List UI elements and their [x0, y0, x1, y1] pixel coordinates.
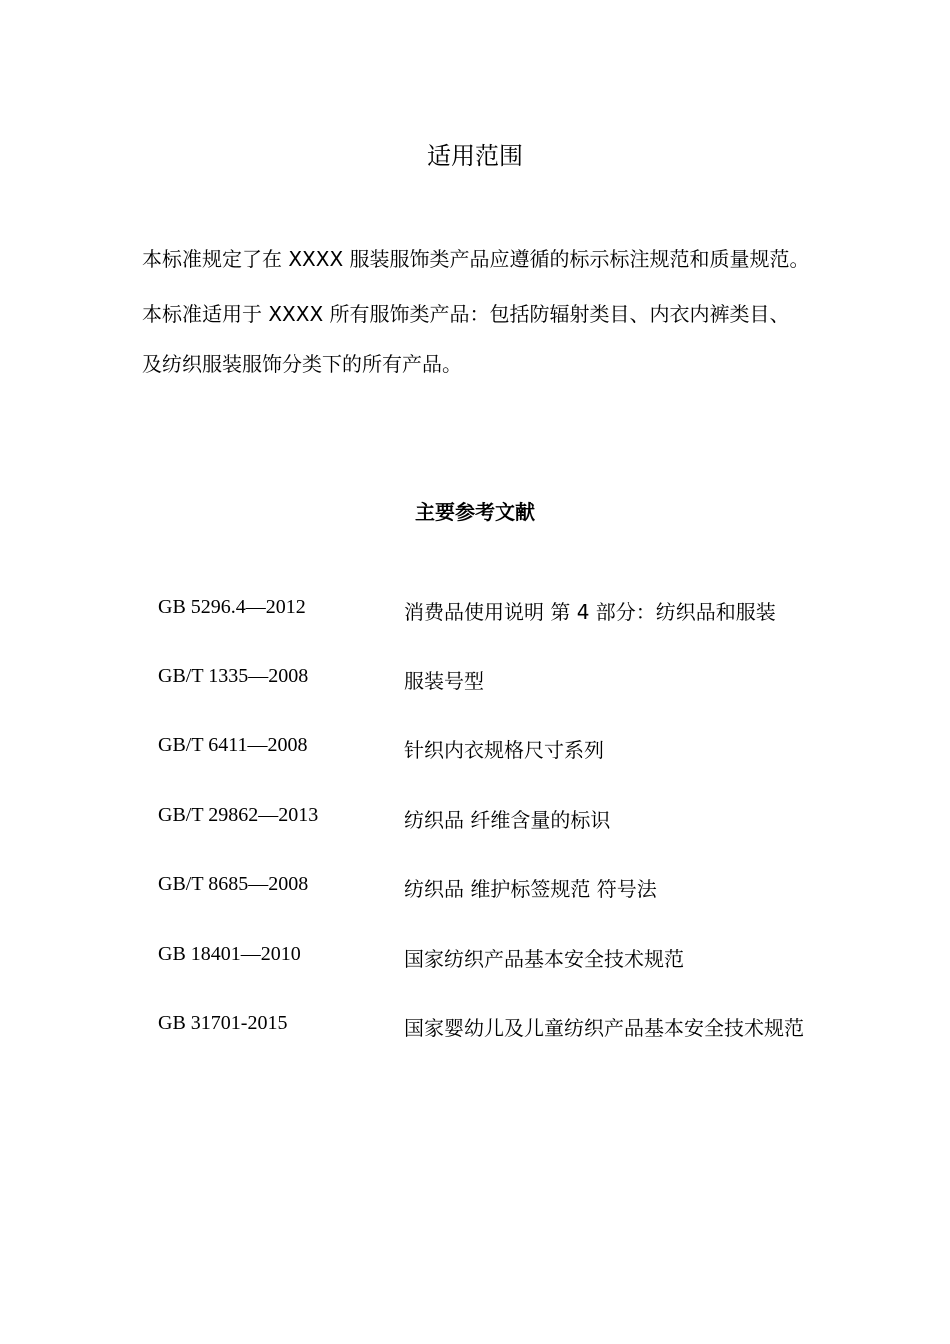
references-title: 主要参考文献 — [415, 500, 535, 524]
reference-name: 国家婴幼儿及儿童纺织产品基本安全技术规范 — [404, 1016, 804, 1040]
reference-name: 消费品使用说明 第 4 部分：纺织品和服装 — [404, 600, 776, 624]
reference-code: GB/T 8685—2008 — [158, 873, 309, 895]
reference-code: GB 5296.4—2012 — [158, 596, 306, 618]
reference-name: 纺织品 维护标签规范 符号法 — [404, 877, 657, 901]
reference-name: 针织内衣规格尺寸系列 — [404, 738, 604, 762]
scope-paragraph-1: 本标准规定了在 XXXX 服装服饰类产品应遵循的标示标注规范和质量规范。 — [142, 247, 810, 271]
reference-code: GB 18401—2010 — [158, 943, 301, 965]
reference-code: GB/T 29862—2013 — [158, 804, 319, 826]
reference-name: 国家纺织产品基本安全技术规范 — [404, 947, 684, 971]
reference-row — [158, 943, 878, 973]
scope-paragraph-2-line-2: 及纺织服装服饰分类下的所有产品。 — [142, 352, 462, 376]
reference-name: 纺织品 纤维含量的标识 — [404, 808, 611, 832]
reference-row — [158, 873, 878, 903]
reference-row — [158, 804, 878, 834]
reference-code: GB/T 6411—2008 — [158, 734, 308, 756]
reference-row — [158, 665, 878, 695]
reference-row — [158, 1012, 878, 1042]
scope-title: 适用范围 — [427, 142, 523, 170]
scope-paragraph-2-line-1: 本标准适用于 XXXX 所有服饰类产品：包括防辐射类目、内衣内裤类目、 — [142, 302, 790, 326]
reference-row — [158, 734, 878, 764]
reference-code: GB/T 1335—2008 — [158, 665, 309, 687]
reference-name: 服装号型 — [404, 669, 484, 693]
reference-code: GB 31701-2015 — [158, 1012, 288, 1034]
reference-row — [158, 596, 878, 626]
